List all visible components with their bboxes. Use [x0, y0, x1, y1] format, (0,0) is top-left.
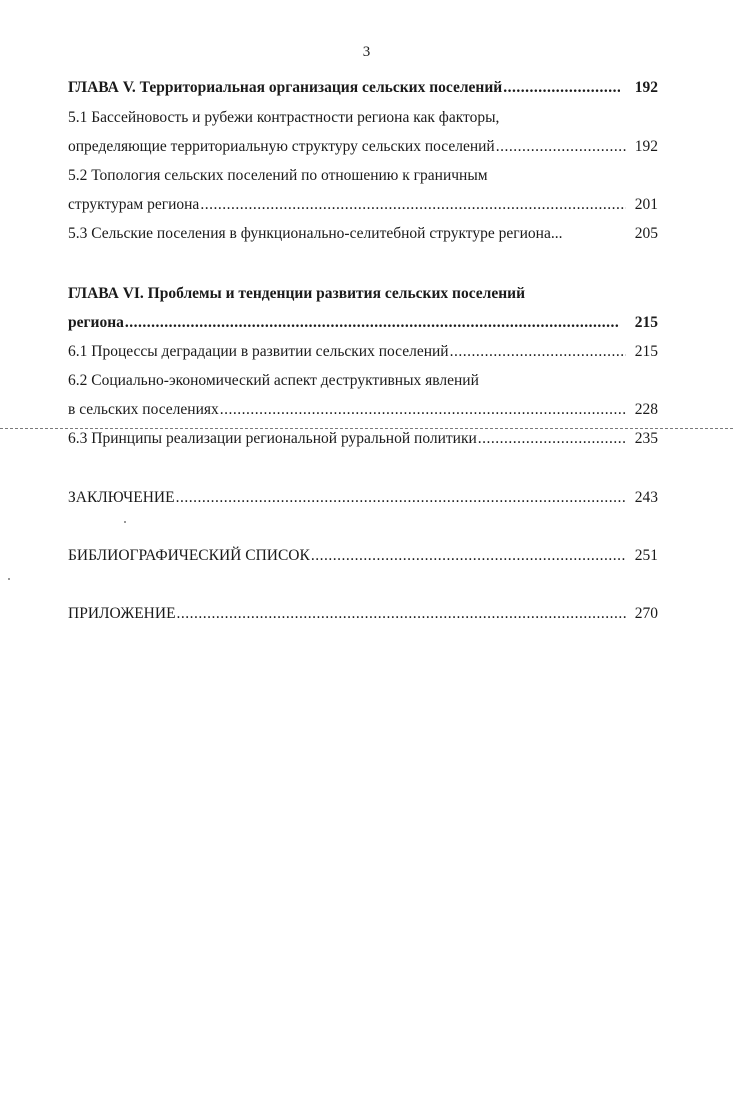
chapter5-title: ГЛАВА V. Территориальная организация сельских поселений [68, 79, 503, 96]
leader-dots [177, 604, 626, 624]
bibliography-page: 251 [634, 547, 658, 564]
chapter6-title-cont: региона [68, 314, 124, 331]
section-5-3-title: 5.3 Сельские поселения в функционально-селитебной структуре региона... [68, 225, 563, 242]
section-6-3-page: 235 [634, 430, 658, 447]
scan-speck [124, 521, 126, 523]
chapter5-page: 192 [634, 79, 658, 96]
section-5-1-title: 5.1 Бассейновость и рубежи контрастности региона как факторы, [68, 109, 500, 126]
leader-dots [176, 488, 626, 508]
section-6-3-title: 6.3 Принципы реализации региональной руральной политики [68, 430, 477, 447]
leader-dots [496, 137, 626, 157]
section-6-1-title: 6.1 Процессы деградации в развитии сельских поселений [68, 343, 449, 360]
toc-section-6-2-line1[interactable] [68, 371, 658, 391]
section-5-2-title: 5.2 Топология сельских поселений по отношению к граничным [68, 167, 488, 184]
scan-speck [8, 578, 10, 580]
section-6-2-page: 228 [634, 401, 658, 418]
toc-conclusion[interactable] [68, 488, 658, 508]
section-5-2-page: 201 [634, 196, 658, 213]
leader-dots [478, 429, 626, 449]
toc-section-5-1-line1[interactable] [68, 108, 658, 128]
section-5-2-title-cont: структурам региона [68, 196, 200, 213]
toc-section-6-1[interactable] [68, 342, 658, 362]
toc-section-5-1-line2[interactable] [68, 137, 658, 157]
leader-dots [503, 78, 620, 98]
leader-dots [200, 195, 626, 215]
chapter6-title: ГЛАВА VI. Проблемы и тенденции развития сельских поселений [68, 285, 526, 302]
chapter6-page: 215 [634, 314, 658, 331]
section-6-1-page: 215 [634, 343, 658, 360]
leader-dots [450, 342, 626, 362]
toc-section-5-2-line2[interactable] [68, 195, 658, 215]
toc-section-5-3[interactable] [68, 224, 658, 244]
appendix-title: ПРИЛОЖЕНИЕ [68, 605, 176, 622]
leader-dots [311, 546, 626, 566]
toc-chapter5[interactable] [68, 78, 658, 98]
toc-section-6-2-line2[interactable] [68, 400, 658, 420]
toc-bibliography[interactable] [68, 546, 658, 566]
section-5-1-page: 192 [634, 138, 658, 155]
appendix-page: 270 [634, 605, 658, 622]
toc-chapter6-line2[interactable] [68, 313, 658, 333]
section-5-3-page: 205 [634, 225, 658, 242]
section-6-2-title: 6.2 Социально-экономический аспект деструктивных явлений [68, 372, 479, 389]
section-6-2-title-cont: в сельских поселениях [68, 401, 219, 418]
page-number: 3 [362, 44, 371, 60]
section-5-1-title-cont: определяющие территориальную структуру сельских поселений [68, 138, 495, 155]
toc-section-5-2-line1[interactable] [68, 166, 658, 186]
toc-section-6-3[interactable] [68, 429, 658, 449]
leader-dots [220, 400, 626, 420]
conclusion-page: 243 [634, 489, 658, 506]
conclusion-title: ЗАКЛЮЧЕНИЕ [68, 489, 175, 506]
bibliography-title: БИБЛИОГРАФИЧЕСКИЙ СПИСОК [68, 547, 310, 564]
leader-dots [125, 313, 620, 333]
toc-appendix[interactable] [68, 604, 658, 624]
toc-chapter6-line1[interactable] [68, 284, 658, 304]
